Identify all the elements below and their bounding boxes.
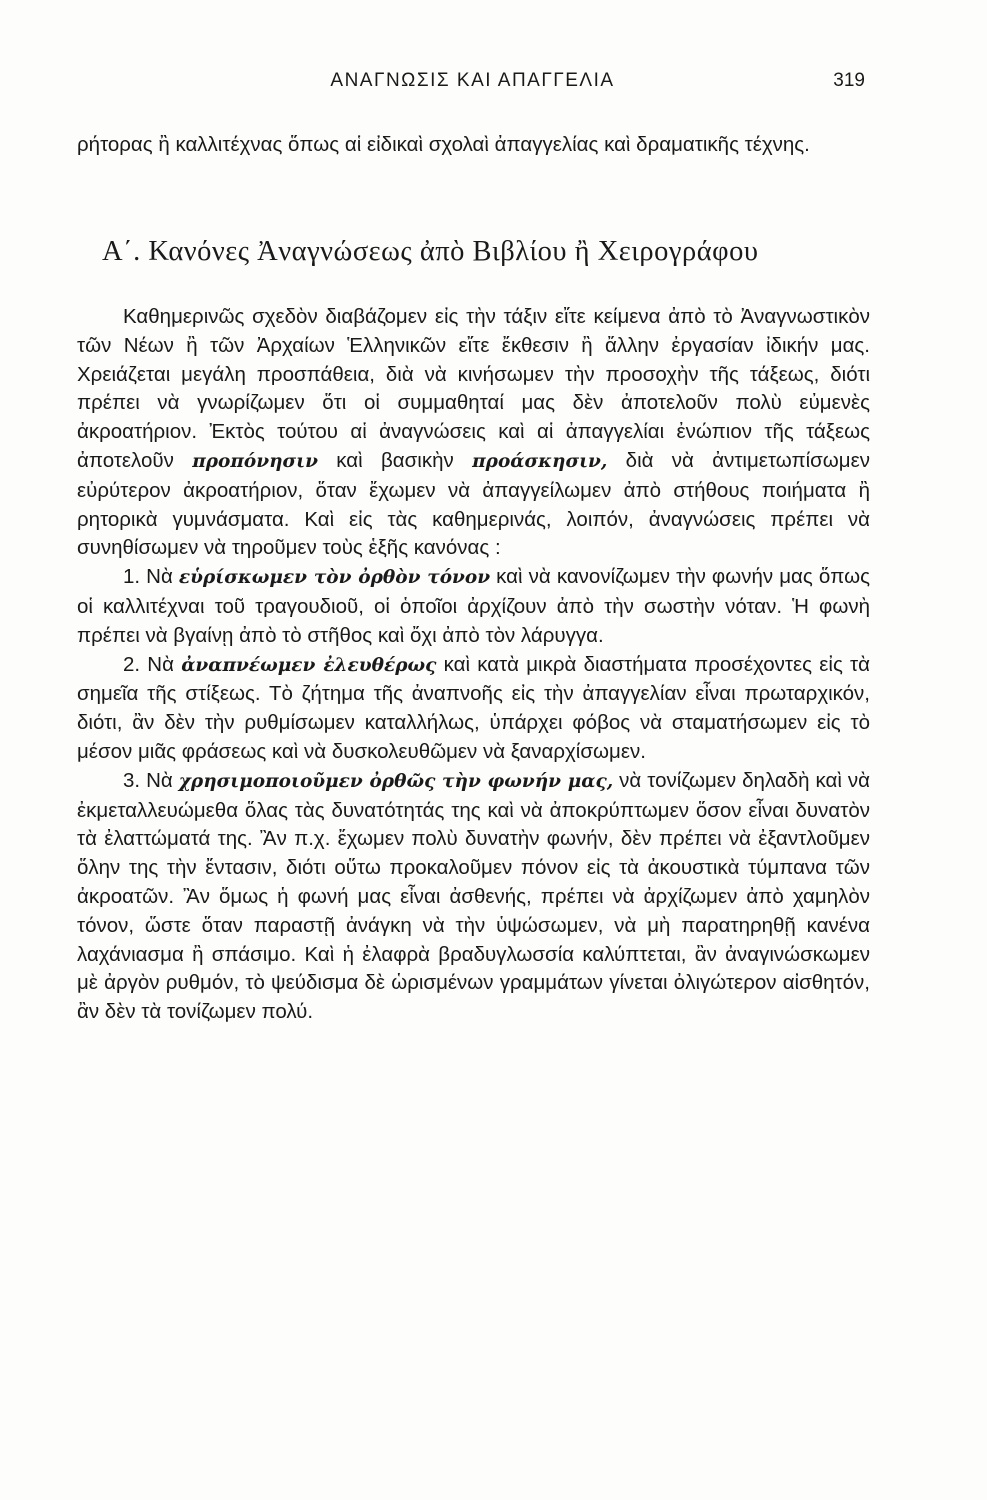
rule-1-lead: 1. Νὰ: [123, 565, 179, 589]
rule-3-text: νὰ τονίζωμεν δηλαδὴ καὶ νὰ ἐκμεταλλευώμεθα ὅλας τὰς δυνατότητάς της καὶ νὰ ἀποκρύπτωμεν ὅσον εἶναι δυνατὸν τὰ ἐλαττώματά της. Ἂν π.χ. ἔχωμεν πολὺ δυνατὴν φωνήν, δὲν πρέπει νὰ ἐξαντλοῦμεν ὅλην της τὴν ἔντασιν, διότι οὕτω προκαλοῦμεν πόνον εἰς τὰ ἀκουστικὰ τύμπανα τῶν ἀκροατῶν. Ἂν ὅμως ἡ φωνή μας εἶναι ἀσθενής, πρέπει νὰ ἀρχίζωμεν ἀπὸ χαμηλὸν τόνον, ὥστε ὅταν παραστῇ ἀνάγκη νὰ τὴν ὑψώσωμεν, νὰ μὴ παρατηρηθῇ κανένα λαχάνιασμα ἢ σπάσιμο. Καὶ ἡ ἐλαφρὰ βραδυγλωσσία καλύπτεται, ἂν ἀναγινώσκωμεν μὲ ἀργὸν ρυθμόν, τὸ ψεύδισμα δὲ ὡρισμένων γραμμάτων γίνεται ὀλιγώτερον αἰσθητόν, ἂν δὲν τὰ τονίζωμεν πολύ.: [77, 768, 871, 1024]
rule-3: [77, 767, 870, 1027]
emphasis-proaskisin: προάσκησιν,: [472, 450, 608, 472]
section-heading: Α΄. Κανόνες Ἀναγνώσεως ἀπὸ Βιβλίου ἢ Χειρογράφου: [102, 236, 759, 267]
emphasis-proponisin: προπόνησιν: [192, 450, 318, 472]
rule-3-emphasis: χρησιμοποιοῦμεν ὀρθῶς τὴν φωνήν μας,: [178, 770, 614, 792]
paragraph-1-part-b: καὶ βασικὴν: [317, 448, 473, 472]
paragraph-1-part-a: Καθημερινῶς σχεδὸν διαβάζομεν εἰς τὴν τάξιν εἴτε κείμενα ἀπὸ τὸ Ἀναγνωστικὸν τῶν Νέων ἢ τῶν Ἀρχαίων Ἑλληνικῶν εἴτε ἔκθεσιν ἢ ἄλλην ἐργασίαν ἰδικήν μας. Χρειάζεται μεγάλη προσπάθεια, διὰ νὰ κινήσωμεν τὴν προσοχὴν τῆς τάξεως, διότι πρέπει νὰ γνωρίζωμεν ὅτι οἱ συμμαθηταί μας δὲν ἀποτελοῦν πολὺ εὐμενὲς ἀκροατήριον. Ἐκτὸς τούτου αἱ ἀναγνώσεις καὶ αἱ ἀπαγγελίαι ἐνώπιον τῆς τάξεως ἀποτελοῦν: [77, 305, 870, 472]
page-number: 319: [833, 70, 865, 91]
intro-paragraph: [77, 131, 870, 160]
rule-2: [77, 651, 870, 767]
rule-2-lead: 2. Νὰ: [123, 652, 182, 676]
rule-2-emphasis: ἀναπνέωμεν ἐλευθέρως: [181, 654, 437, 676]
rule-1-text: καὶ νὰ κανονίζωμεν τὴν φωνήν μας ὅπως οἱ καλλιτέχναι τοῦ τραγουδιοῦ, οἱ ὁποῖοι ἀρχίζουν ἀπὸ τὴν σωστὴν νόταν. Ἡ φωνὴ πρέπει νὰ βγαίνῃ ἀπὸ τὸ στῆθος καὶ ὄχι ἀπὸ τὸν λάρυγγα.: [77, 565, 870, 647]
rule-1-emphasis: εὑρίσκωμεν τὸν ὀρθὸν τόνον: [178, 567, 491, 589]
main-text: [77, 303, 870, 1027]
intro-text: ρήτορας ἢ καλλιτέχνας ὅπως αἱ εἰδικαὶ σχολαὶ ἀπαγγελίας καὶ δραματικῆς τέχνης.: [77, 133, 810, 156]
running-head: [80, 70, 865, 100]
rule-2-text: καὶ κατὰ μικρὰ διαστήματα προσέχοντες εἰς τὰ σημεῖα τῆς στίξεως. Τὸ ζήτημα τῆς ἀναπνοῆς εἰς τὴν ἀπαγγελίαν εἶναι πρωταρχικόν, διότι, ἂν δὲν τὴν ρυθμίσωμεν καταλλήλως, ὑπάρχει φόβος νὰ σταματήσωμεν εἰς τὸ μέσον μιᾶς φράσεως καὶ νὰ δυσκολευθῶμεν νὰ ξαναρχίσωμεν.: [77, 652, 870, 763]
paragraph-1-part-c: διὰ νὰ ἀντιμετωπίσωμεν εὐρύτερον ἀκροατήριον, ὅταν ἔχωμεν νὰ ἀπαγγείλωμεν ἀπὸ στήθους ποιήματα ἢ ρητορικὰ γυμνάσματα. Καὶ εἰς τὰς καθημερινάς, λοιπόν, ἀναγνώσεις πρέπει νὰ συνηθίσωμεν νὰ τηροῦμεν τοὺς ἑξῆς κανόνας :: [77, 448, 871, 560]
rule-3-lead: 3. Νὰ: [123, 768, 179, 792]
rule-1: [77, 563, 870, 650]
running-title: ΑΝΑΓΝΩΣΙΣ ΚΑΙ ΑΠΑΓΓΕΛΙΑ: [330, 70, 615, 91]
paragraph-1: [77, 303, 870, 563]
